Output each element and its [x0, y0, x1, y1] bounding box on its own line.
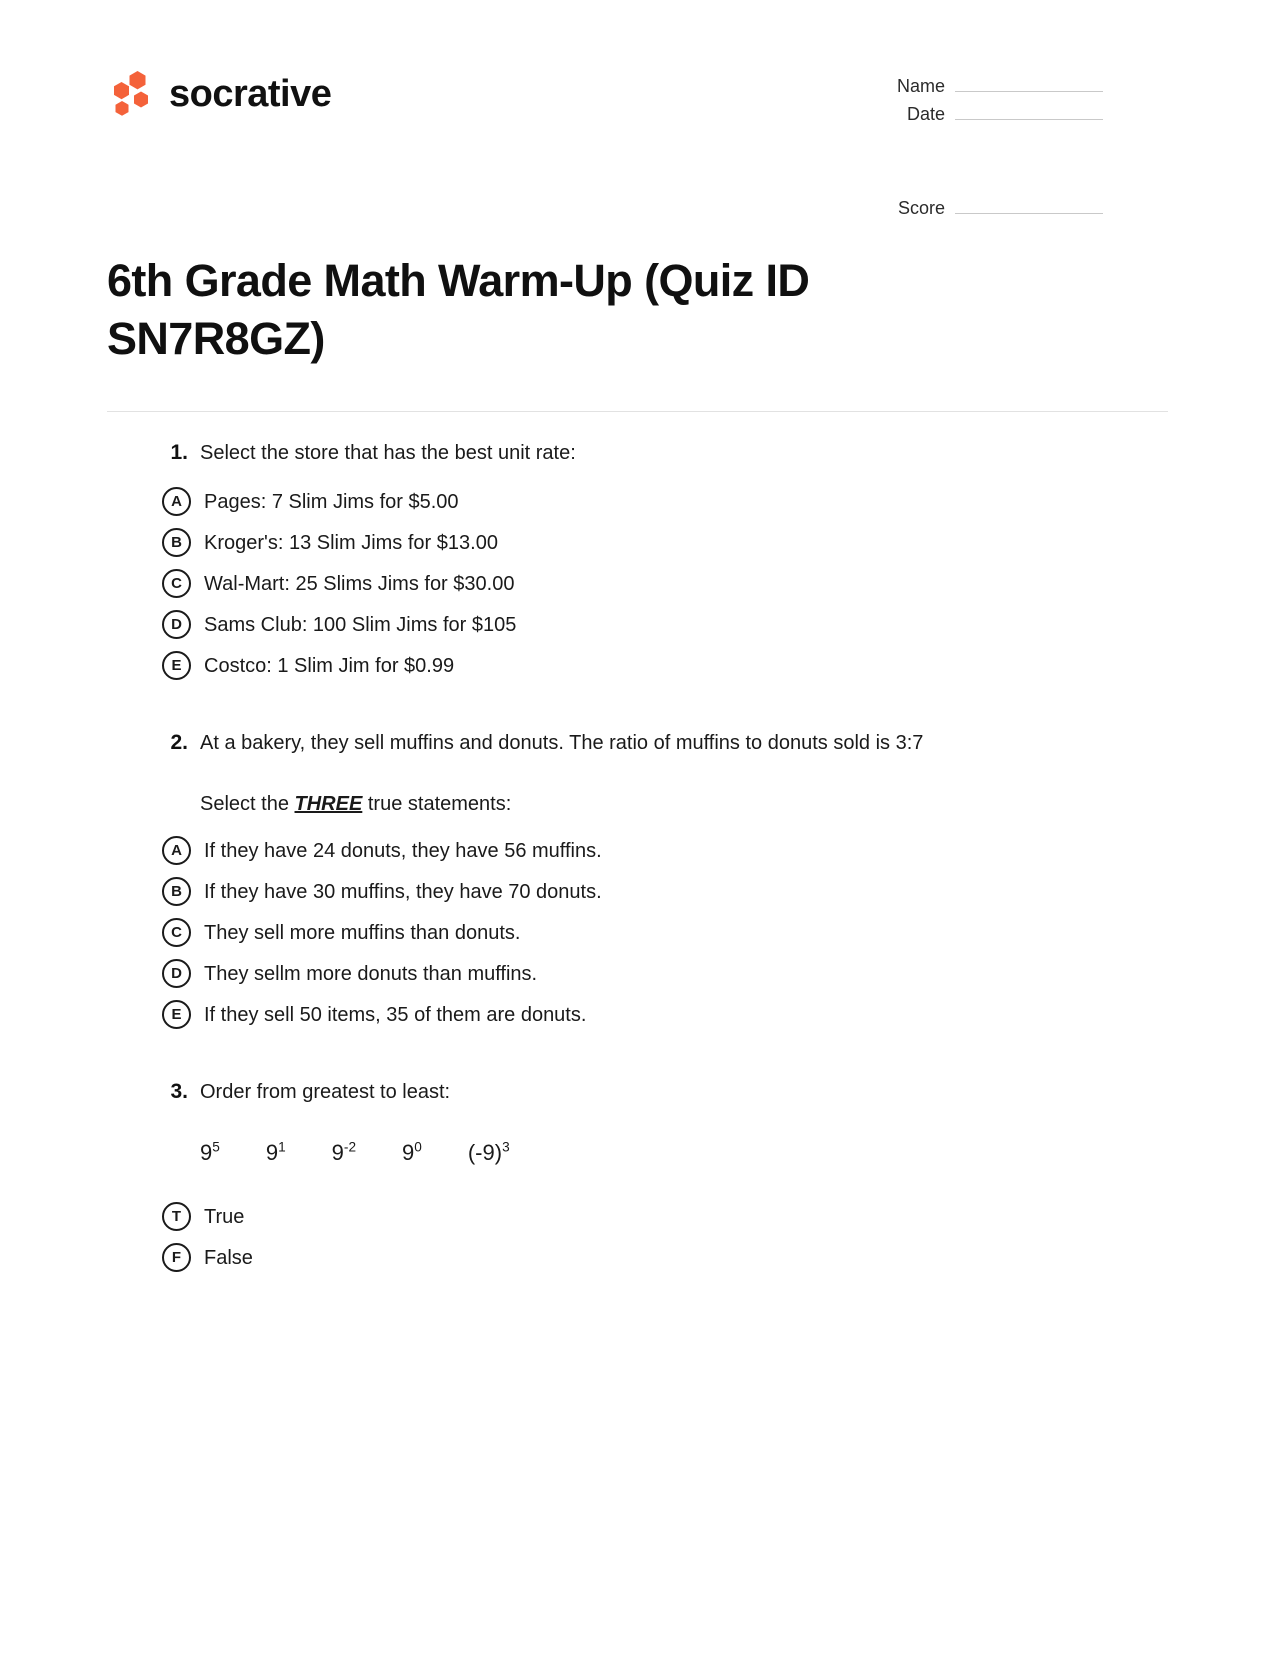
expression-1	[200, 1140, 220, 1166]
brand-name-text: socrative	[169, 73, 332, 115]
subprompt-before-text: Select the	[200, 793, 295, 816]
question-2-header	[164, 730, 1168, 757]
choice-bubble-a[interactable]: A	[162, 836, 191, 865]
expression-4-base: 9	[402, 1140, 415, 1166]
question-3-expressions	[200, 1140, 1168, 1166]
question-2-subprompt	[200, 793, 1168, 816]
expression-5	[468, 1140, 510, 1166]
question-1-choices	[107, 481, 1168, 686]
expression-3	[332, 1140, 356, 1166]
question-2-number: 2.	[170, 731, 188, 755]
socrative-brand	[107, 70, 331, 118]
question-1-number: 1.	[170, 441, 188, 465]
question-3-number: 3.	[170, 1080, 188, 1104]
choice-1e[interactable]	[162, 645, 1168, 686]
choice-bubble-e[interactable]: E	[162, 651, 191, 680]
choice-bubble-b[interactable]: B	[162, 877, 191, 906]
header-divider	[107, 411, 1168, 412]
question-3-choices	[107, 1196, 1168, 1278]
choice-1a[interactable]	[162, 481, 1168, 522]
expression-5-exponent: 3	[502, 1139, 510, 1155]
choice-1d-text: Sams Club: 100 Slim Jims for $105	[204, 613, 517, 636]
choice-bubble-b[interactable]: B	[162, 528, 191, 557]
choice-1c[interactable]	[162, 563, 1168, 604]
name-input-line[interactable]	[955, 76, 1103, 92]
subprompt-after-text: true statements:	[362, 793, 512, 816]
choice-1b[interactable]	[162, 522, 1168, 563]
choice-bubble-a[interactable]: A	[162, 487, 191, 516]
choice-1e-text: Costco: 1 Slim Jim for $0.99	[204, 654, 455, 677]
choice-2e[interactable]	[162, 994, 1168, 1035]
document-header	[0, 0, 1275, 226]
choice-1a-text: Pages: 7 Slim Jims for $5.00	[204, 490, 459, 513]
choice-3-false-text: False	[204, 1246, 253, 1269]
expression-2	[266, 1140, 286, 1166]
choice-bubble-f[interactable]: F	[162, 1243, 191, 1272]
subprompt-emphasis-text: THREE	[294, 793, 363, 816]
choice-2a-text: If they have 24 donuts, they have 56 muffins.	[204, 839, 602, 862]
expression-1-exponent: 5	[212, 1139, 220, 1155]
question-1-prompt: Select the store that has the best unit rate:	[200, 442, 576, 465]
socrative-hexagon-logo-icon	[107, 70, 153, 118]
meta-spacer	[871, 132, 1103, 198]
expression-4	[402, 1140, 422, 1166]
choice-2a[interactable]	[162, 830, 1168, 871]
choice-2e-text: If they sell 50 items, 35 of them are donuts.	[204, 1003, 587, 1026]
choice-2d[interactable]	[162, 953, 1168, 994]
student-info-fields	[871, 76, 1103, 226]
expression-3-exponent: -2	[343, 1139, 357, 1155]
name-label: Name	[896, 76, 945, 96]
choice-bubble-c[interactable]: C	[162, 918, 191, 947]
choice-2c[interactable]	[162, 912, 1168, 953]
choice-2d-text: They sellm more donuts than muffins.	[204, 962, 538, 985]
question-1-header	[164, 440, 1168, 467]
expression-4-exponent: 0	[414, 1139, 422, 1155]
expression-1-base: 9	[200, 1140, 213, 1166]
score-label: Score	[897, 198, 945, 218]
expression-5-base: (-9)	[467, 1140, 503, 1166]
question-2-choices	[107, 830, 1168, 1035]
date-field-row	[871, 104, 1103, 125]
expression-3-base: 9	[331, 1140, 344, 1166]
choice-3-false[interactable]	[162, 1237, 1168, 1278]
expression-2-exponent: 1	[278, 1139, 286, 1155]
score-field-row	[871, 198, 1103, 219]
choice-bubble-d[interactable]: D	[162, 959, 191, 988]
question-3-header	[164, 1079, 1168, 1106]
choice-bubble-t[interactable]: T	[162, 1202, 191, 1231]
question-3-prompt: Order from greatest to least:	[200, 1081, 451, 1104]
title-block	[0, 252, 1275, 367]
question-2-prompt: At a bakery, they sell muffins and donuts. The ratio of muffins to donuts sold is 3:7	[200, 732, 924, 755]
choice-1c-text: Wal-Mart: 25 Slims Jims for $30.00	[204, 572, 515, 595]
choice-bubble-c[interactable]: C	[162, 569, 191, 598]
choice-2c-text: They sell more muffins than donuts.	[204, 921, 521, 944]
question-3	[107, 1079, 1168, 1278]
choice-bubble-e[interactable]: E	[162, 1000, 191, 1029]
question-1	[107, 440, 1168, 686]
question-2	[107, 730, 1168, 1035]
expression-2-base: 9	[265, 1140, 279, 1166]
date-input-line[interactable]	[955, 104, 1103, 120]
page-title: 6th Grade Math Warm-Up (Quiz ID SN7R8GZ)	[107, 255, 810, 364]
choice-bubble-d[interactable]: D	[162, 610, 191, 639]
choice-2b[interactable]	[162, 871, 1168, 912]
choice-1d[interactable]	[162, 604, 1168, 645]
choice-3-true-text: True	[204, 1205, 245, 1228]
questions-list	[0, 440, 1275, 1278]
choice-1b-text: Kroger's: 13 Slim Jims for $13.00	[204, 531, 498, 554]
name-field-row	[871, 76, 1103, 97]
date-label: Date	[906, 104, 945, 124]
choice-3-true[interactable]	[162, 1196, 1168, 1237]
score-input-line[interactable]	[955, 198, 1103, 214]
choice-2b-text: If they have 30 muffins, they have 70 donuts.	[204, 880, 602, 903]
